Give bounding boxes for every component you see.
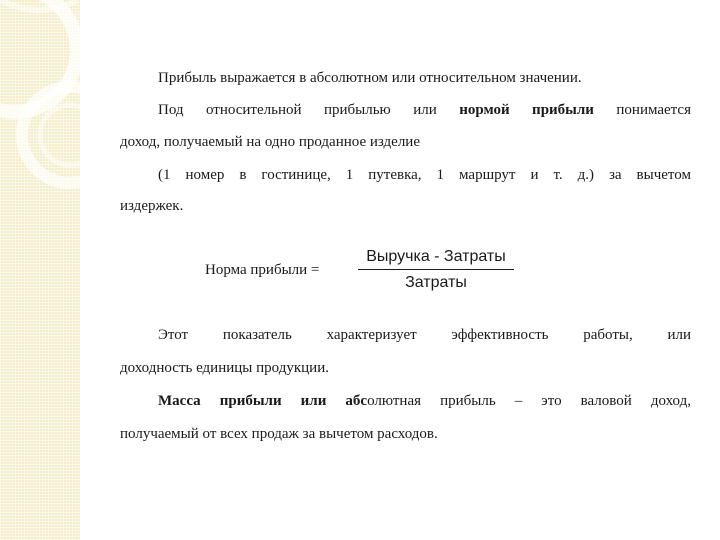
paragraph-2-line-2: доход, получаемый на одно проданное изделие bbox=[120, 134, 420, 150]
term-massa-pribyli: Масса прибыли или абс bbox=[158, 393, 368, 409]
paragraph-2-end: понимается bbox=[593, 102, 691, 118]
paragraph-4-line-1: Этот показатель характеризует эффективность работы, или bbox=[158, 327, 691, 343]
paragraph-3-line-2: издержек. bbox=[120, 198, 184, 214]
paragraph-5-rest: олютная прибыль – это валовой доход, bbox=[367, 393, 691, 409]
formula-numerator: Выручка - Затраты bbox=[366, 248, 506, 265]
formula-fraction bbox=[358, 246, 514, 294]
formula-denominator: Затраты bbox=[405, 274, 467, 291]
paragraph-3-line-1: (1 номер в гостинице, 1 путевка, 1 маршрут и т. д.) за вычетом bbox=[158, 167, 691, 183]
paragraph-4-line-2: доходность единицы продукции. bbox=[120, 360, 329, 376]
paragraph-5-line-2: получаемый от всех продаж за вычетом расходов. bbox=[120, 426, 438, 442]
fraction-bar bbox=[358, 269, 514, 270]
paragraph-2-line-1 bbox=[158, 100, 691, 120]
formula-label: Норма прибыли = bbox=[205, 262, 320, 278]
term-norma-pribyli: нормой прибыли bbox=[459, 102, 594, 118]
paragraph-2-start: Под относительной прибылью или bbox=[158, 102, 460, 118]
paragraph-5-line-1 bbox=[158, 391, 691, 411]
paragraph-1: Прибыль выражается в абсолютном или относительном значении. bbox=[158, 70, 582, 86]
